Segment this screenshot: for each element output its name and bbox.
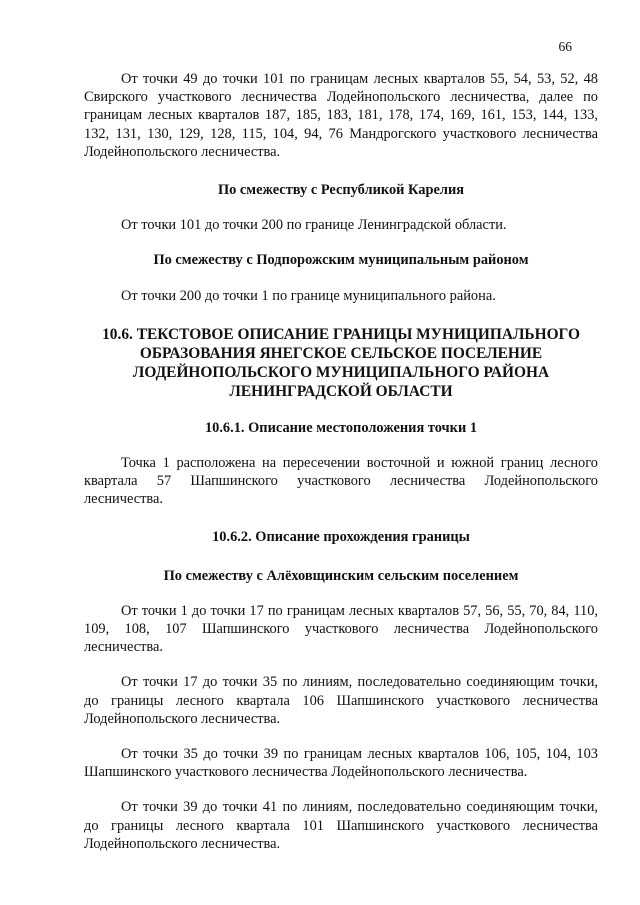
heading-karelia: По смежеству с Республикой Карелия xyxy=(217,182,465,199)
document-body xyxy=(84,70,598,853)
paragraph-route-35-39: От точки 35 до точки 39 по границам лесных кварталов 106, 105, 104, 103 Шапшинского участкового лесничества Лодейнопольского лесничества. xyxy=(84,746,598,781)
paragraph-route-101-200: От точки 101 до точки 200 по границе Ленинградской области. xyxy=(121,217,507,234)
page-number: 66 xyxy=(558,39,572,54)
section-title: 10.6. ТЕКСТОВОЕ ОПИСАНИЕ ГРАНИЦЫ МУНИЦИПАЛЬНОГО ОБРАЗОВАНИЯ ЯНЕГСКОЕ СЕЛЬСКОЕ ПОСЕЛЕНИЕ ЛОДЕЙНОПОЛЬСКОГО МУНИЦИПАЛЬНОГО РАЙОНА ЛЕНИНГРАДСКОЙ ОБЛАСТИ xyxy=(102,325,580,401)
paragraph-route-39-41: От точки 39 до точки 41 по линиям, последовательно соединяющим точки, до границы лесного квартала 101 Шапшинского участкового лесничества Лодейнопольского лесничества. xyxy=(84,799,598,852)
subsection-heading-boundary-route: 10.6.2. Описание прохождения границы xyxy=(212,529,470,546)
paragraph-route-49-101: От точки 49 до точки 101 по границам лесных кварталов 55, 54, 53, 52, 48 Свирского участкового лесничества Лодейнопольского лесничества, далее по границам лесных кварталов 187, 185, 183, 181, 178, 174, 169, 161, 153, 144, 133, 132, 131, 130, 129, 128, 115, 104, 94, 76 Мандрогского участкового лесничества Лодейнопольского лесничества. xyxy=(84,71,598,160)
paragraph-route-17-35: От точки 17 до точки 35 по линиям, последовательно соединяющим точки, до границы лесного квартала 106 Шапшинского участкового лесничества Лодейнопольского лесничества. xyxy=(84,674,598,727)
subsection-heading-point-location: 10.6.1. Описание местоположения точки 1 xyxy=(204,419,478,436)
heading-alekhovshchinskoye: По смежеству с Алёховщинским сельским поселением xyxy=(163,567,519,584)
heading-podporozhsky: По смежеству с Подпорожским муниципальным районом xyxy=(153,252,529,269)
paragraph-route-1-17: От точки 1 до точки 17 по границам лесных кварталов 57, 56, 55, 70, 84, 110, 109, 108, 107 Шапшинского участкового лесничества Лодейнопольского лесничества. xyxy=(84,602,598,656)
paragraph-point-1-location: Точка 1 расположена на пересечении восточной и южной границ лесного квартала 57 Шапшинского участкового лесничества Лодейнопольского лесничества. xyxy=(84,454,598,508)
paragraph-route-200-1: От точки 200 до точки 1 по границе муниципального района. xyxy=(121,287,496,304)
